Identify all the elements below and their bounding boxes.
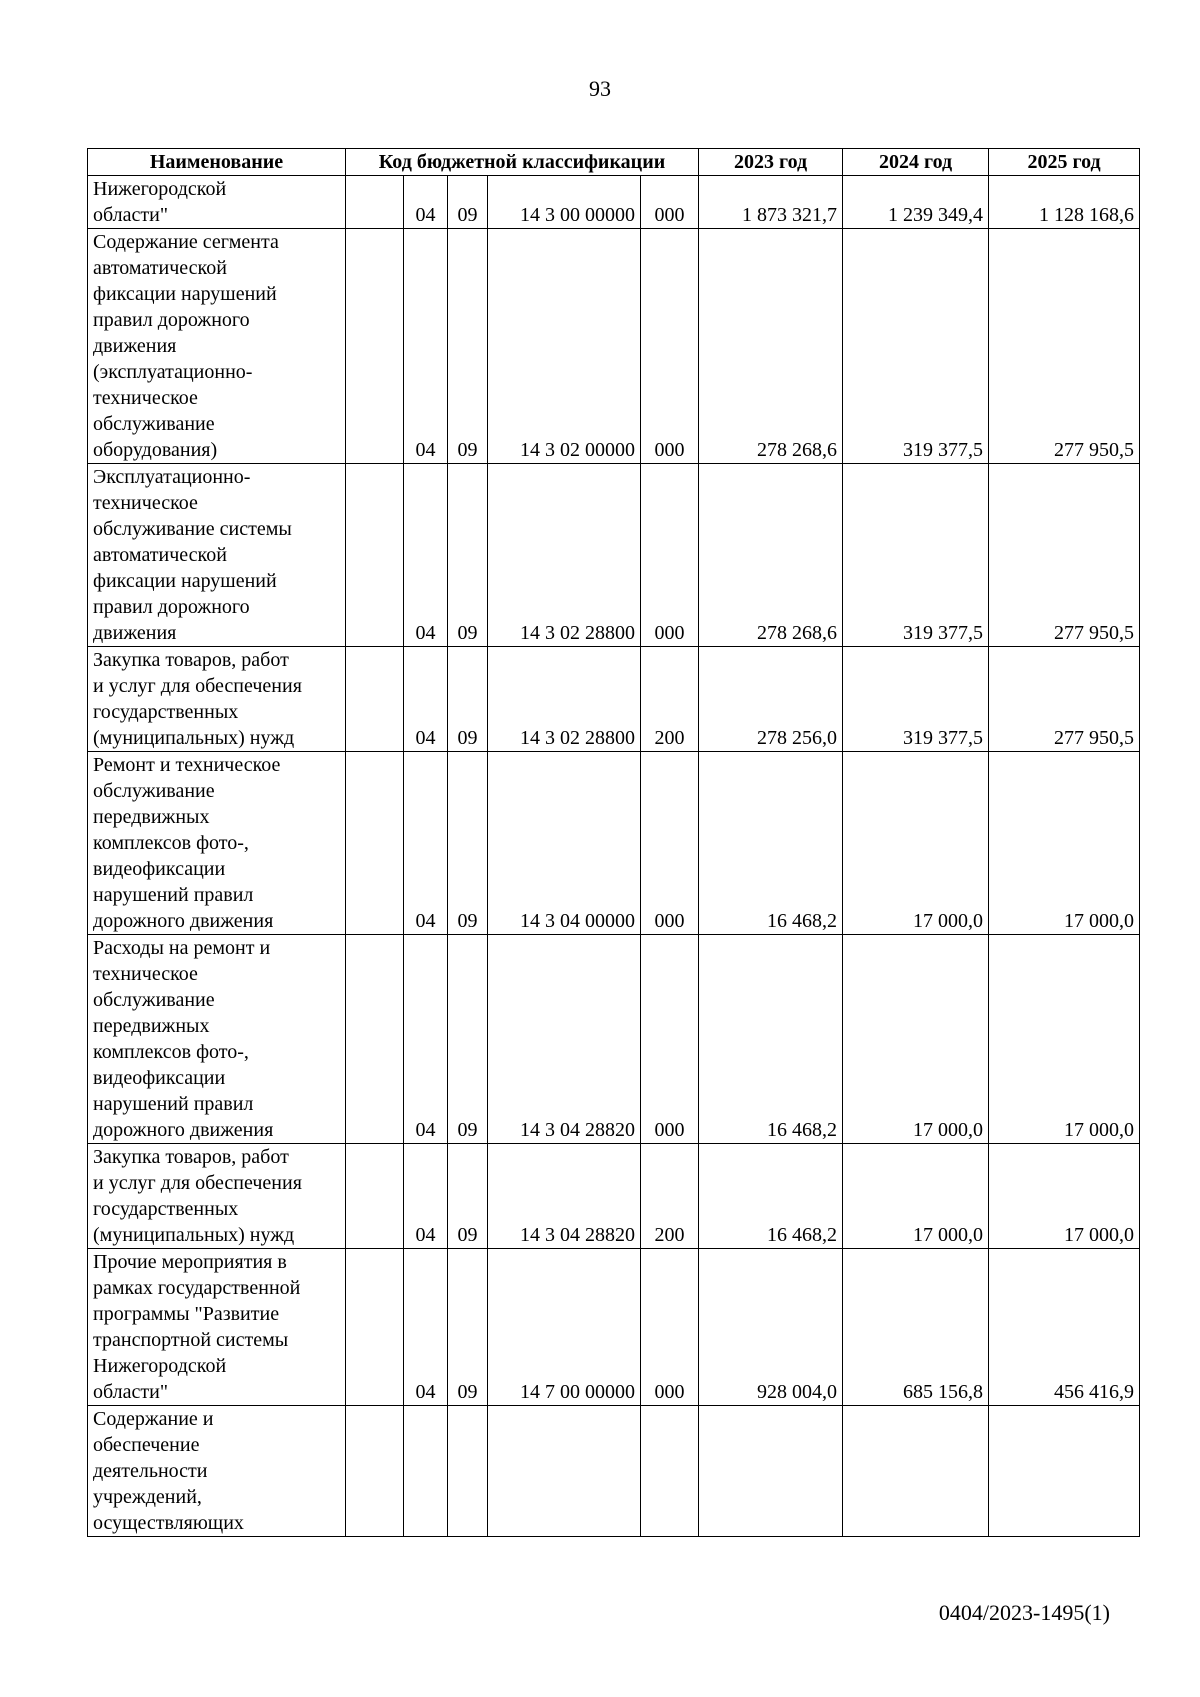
table-row — [88, 752, 1140, 935]
row-subsection-cell: 09 — [448, 935, 488, 1144]
row-name-cell: Расходы на ремонт и техническое обслуживание передвижных комплексов фото-, видеофиксации нарушений правил дорожного движения — [88, 935, 346, 1144]
row-empty-cell — [346, 935, 404, 1144]
row-target-article-cell: 14 3 04 00000 — [488, 752, 641, 935]
row-empty-cell — [346, 464, 404, 647]
row-empty-cell — [346, 1144, 404, 1249]
row-amount-2025-cell: 1 128 168,6 — [989, 176, 1140, 229]
header-name: Наименование — [88, 149, 346, 176]
row-expense-type-cell: 000 — [641, 752, 699, 935]
row-amount-2024-cell: 319 377,5 — [843, 229, 989, 464]
row-target-article-cell: 14 7 00 00000 — [488, 1249, 641, 1406]
table-row — [88, 1249, 1140, 1406]
row-section-cell: 04 — [404, 229, 448, 464]
document-code: 0404/2023-1495(1) — [938, 1600, 1110, 1625]
table-row — [88, 1406, 1140, 1537]
row-expense-type-cell — [641, 1406, 699, 1537]
row-amount-2023-cell: 16 468,2 — [699, 1144, 843, 1249]
row-target-article-cell: 14 3 02 28800 — [488, 647, 641, 752]
row-target-article-cell: 14 3 04 28820 — [488, 1144, 641, 1249]
row-amount-2025-cell: 277 950,5 — [989, 464, 1140, 647]
row-target-article-cell — [488, 1406, 641, 1537]
row-name-cell: Ремонт и техническое обслуживание передвижных комплексов фото-, видеофиксации нарушений правил дорожного движения — [88, 752, 346, 935]
row-subsection-cell: 09 — [448, 176, 488, 229]
row-amount-2025-cell — [989, 1406, 1140, 1537]
table-row — [88, 935, 1140, 1144]
row-subsection-cell: 09 — [448, 752, 488, 935]
row-subsection-cell: 09 — [448, 647, 488, 752]
row-amount-2024-cell: 1 239 349,4 — [843, 176, 989, 229]
row-expense-type-cell: 000 — [641, 464, 699, 647]
row-subsection-cell: 09 — [448, 1249, 488, 1406]
row-empty-cell — [346, 647, 404, 752]
row-empty-cell — [346, 229, 404, 464]
row-section-cell: 04 — [404, 176, 448, 229]
row-amount-2023-cell: 16 468,2 — [699, 935, 843, 1144]
header-2024: 2024 год — [843, 149, 989, 176]
row-section-cell: 04 — [404, 935, 448, 1144]
row-amount-2025-cell: 17 000,0 — [989, 935, 1140, 1144]
row-amount-2025-cell: 277 950,5 — [989, 647, 1140, 752]
row-name-cell: Закупка товаров, работ и услуг для обеспечения государственных (муниципальных) нужд — [88, 647, 346, 752]
row-amount-2025-cell: 456 416,9 — [989, 1249, 1140, 1406]
row-amount-2024-cell — [843, 1406, 989, 1537]
row-amount-2023-cell: 1 873 321,7 — [699, 176, 843, 229]
table-body — [88, 176, 1140, 1537]
row-expense-type-cell: 000 — [641, 229, 699, 464]
row-empty-cell — [346, 1249, 404, 1406]
row-subsection-cell — [448, 1406, 488, 1537]
row-amount-2025-cell: 277 950,5 — [989, 229, 1140, 464]
header-2025: 2025 год — [989, 149, 1140, 176]
row-amount-2024-cell: 319 377,5 — [843, 647, 989, 752]
row-section-cell: 04 — [404, 647, 448, 752]
table-row — [88, 1144, 1140, 1249]
header-2023: 2023 год — [699, 149, 843, 176]
row-section-cell: 04 — [404, 464, 448, 647]
row-section-cell — [404, 1406, 448, 1537]
row-expense-type-cell: 000 — [641, 935, 699, 1144]
row-amount-2023-cell — [699, 1406, 843, 1537]
row-expense-type-cell: 200 — [641, 647, 699, 752]
row-amount-2024-cell: 17 000,0 — [843, 1144, 989, 1249]
header-code: Код бюджетной классификации — [346, 149, 699, 176]
row-target-article-cell: 14 3 04 28820 — [488, 935, 641, 1144]
row-amount-2023-cell: 278 268,6 — [699, 464, 843, 647]
row-section-cell: 04 — [404, 1249, 448, 1406]
row-amount-2024-cell: 17 000,0 — [843, 752, 989, 935]
budget-table — [87, 148, 1140, 1537]
row-name-cell: Содержание сегмента автоматической фиксации нарушений правил дорожного движения (эксплуатационно- техническое обслуживание оборудования) — [88, 229, 346, 464]
row-subsection-cell: 09 — [448, 229, 488, 464]
row-section-cell: 04 — [404, 1144, 448, 1249]
row-section-cell: 04 — [404, 752, 448, 935]
row-expense-type-cell: 000 — [641, 176, 699, 229]
row-target-article-cell: 14 3 02 00000 — [488, 229, 641, 464]
row-empty-cell — [346, 1406, 404, 1537]
row-amount-2025-cell: 17 000,0 — [989, 1144, 1140, 1249]
table-row — [88, 176, 1140, 229]
row-expense-type-cell: 000 — [641, 1249, 699, 1406]
row-subsection-cell: 09 — [448, 464, 488, 647]
row-amount-2024-cell: 685 156,8 — [843, 1249, 989, 1406]
row-amount-2024-cell: 17 000,0 — [843, 935, 989, 1144]
table-row — [88, 229, 1140, 464]
row-empty-cell — [346, 752, 404, 935]
row-name-cell: Эксплуатационно- техническое обслуживание системы автоматической фиксации нарушений правил дорожного движения — [88, 464, 346, 647]
row-amount-2023-cell: 278 268,6 — [699, 229, 843, 464]
row-name-cell: Закупка товаров, работ и услуг для обеспечения государственных (муниципальных) нужд — [88, 1144, 346, 1249]
row-name-cell: Содержание и обеспечение деятельности учреждений, осуществляющих — [88, 1406, 346, 1537]
row-target-article-cell: 14 3 02 28800 — [488, 464, 641, 647]
row-amount-2023-cell: 278 256,0 — [699, 647, 843, 752]
row-subsection-cell: 09 — [448, 1144, 488, 1249]
table-row — [88, 647, 1140, 752]
table-row — [88, 464, 1140, 647]
row-expense-type-cell: 200 — [641, 1144, 699, 1249]
row-amount-2023-cell: 928 004,0 — [699, 1249, 843, 1406]
page-number: 93 — [589, 76, 611, 101]
row-name-cell: Прочие мероприятия в рамках государственной программы "Развитие транспортной системы Нижегородской области" — [88, 1249, 346, 1406]
row-amount-2024-cell: 319 377,5 — [843, 464, 989, 647]
row-target-article-cell: 14 3 00 00000 — [488, 176, 641, 229]
table-header-row — [88, 149, 1140, 176]
row-name-cell: Нижегородской области" — [88, 176, 346, 229]
row-empty-cell — [346, 176, 404, 229]
row-amount-2025-cell: 17 000,0 — [989, 752, 1140, 935]
row-amount-2023-cell: 16 468,2 — [699, 752, 843, 935]
